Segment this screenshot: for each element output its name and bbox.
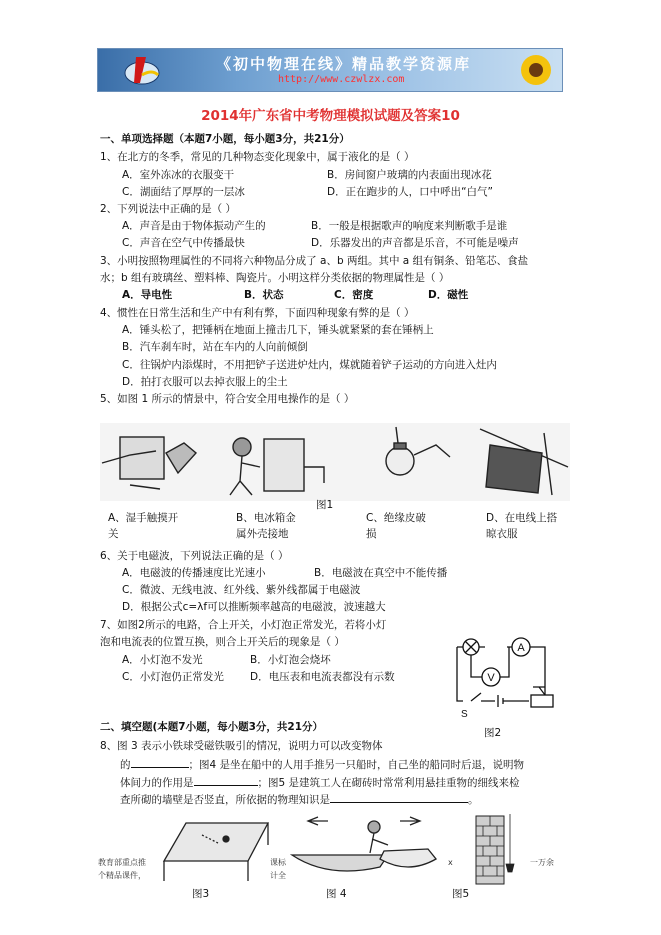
figure-2-label: 图2: [484, 727, 502, 739]
q2-option-b: B．一般是根据歌声的响度来判断歌手是谁: [311, 220, 508, 232]
voltmeter-symbol: V: [487, 672, 495, 684]
q5-option-a: A、湿手触摸开: [108, 512, 179, 524]
figure-4-label: 图 4: [326, 888, 347, 900]
watermark-left-2: 个精品课件，: [98, 871, 146, 880]
site-url[interactable]: http://www.czwlzx.com: [278, 74, 405, 85]
site-name: 《初中物理在线》精品教学资源库: [216, 55, 472, 73]
q7-line1: 7、如图2所示的电路，合上开关，小灯泡正常发光，若将小灯: [100, 619, 387, 631]
q7-option-b: B．小灯泡会烧坏: [250, 654, 331, 666]
q5-option-d-cont: 晾衣服: [486, 528, 518, 540]
q1-option-d: D．正在跑步的人，口中呼出“白气”: [327, 186, 493, 198]
q4-option-a: A．锤头松了，把锤柄在地面上撞击几下，锤头就紧紧的套在锤柄上: [122, 324, 434, 336]
q3-option-d: D．磁性: [428, 289, 469, 301]
q8-line1: 8、图 3 表示小铁球受磁铁吸引的情况，说明力可以改变物体: [100, 740, 383, 752]
q3-line2: 水；b 组有玻璃丝、塑料棒、陶瓷片。小明这样分类依据的物理属性是（ ）: [100, 272, 450, 284]
q8-line3-start: 体间力的作用是: [120, 777, 194, 789]
q1-stem: 1、在北方的冬季，常见的几种物态变化现象中，属于液化的是（ ）: [100, 151, 415, 163]
q8-line2-start: 的: [120, 759, 131, 771]
watermark-mid-2: 计全: [270, 871, 286, 880]
q2-option-a: A．声音是由于物体振动产生的: [122, 220, 266, 232]
q8-line4-end: 。: [468, 794, 479, 806]
section2-heading: 二、填空题(本题7小题，每小题3分，共21分）: [100, 721, 324, 733]
q3-option-a: A．导电性: [122, 289, 173, 301]
lamp-symbol: [463, 639, 479, 655]
watermark-right-2: 一万余: [530, 858, 554, 867]
q7-option-a: A．小灯泡不发光: [122, 654, 203, 666]
q8-blank-2[interactable]: [194, 774, 258, 786]
q6-option-b: B．电磁波在真空中不能传播: [314, 567, 448, 579]
q5-option-c-cont: 损: [366, 528, 377, 540]
q1-option-a: A．室外冻冰的衣服变干: [122, 169, 235, 181]
q4-stem: 4、惯性在日常生活和生产中有利有弊，下面四种现象有弊的是（ ）: [100, 307, 415, 319]
q5-option-b: B、电冰箱金: [236, 512, 296, 524]
page-title: 2014年广东省中考物理模拟试题及答案10: [201, 108, 460, 124]
q3-option-c: C．密度: [334, 289, 374, 301]
q4-option-d: D．拍打衣服可以去掉衣服上的尘土: [122, 376, 288, 388]
q5-option-a-cont: 关: [108, 528, 119, 540]
site-logo-icon: [122, 53, 162, 87]
q6-stem: 6、关于电磁波，下列说法正确的是（ ）: [100, 550, 289, 562]
header-banner: [97, 48, 563, 92]
figure-5-brick-wall: [470, 812, 526, 888]
q5-option-b-cont: 属外壳接地: [236, 528, 289, 540]
q3-line1: 3、小明按照物理属性的不同将六种物品分成了 a、b 两组。其中 a 组有铜条、铅笔芯、食盐: [100, 255, 529, 267]
q2-stem: 2、下列说法中正确的是（ ）: [100, 203, 237, 215]
q8-line3-end: ；图5 是建筑工人在砌砖时常常利用悬挂重物的细线来检: [257, 777, 520, 789]
rheostat-symbol: [531, 695, 553, 707]
q1-option-c: C．湖面结了厚厚的一层冰: [122, 186, 245, 198]
q8-blank-3[interactable]: [330, 791, 468, 803]
figure-3-label: 图3: [192, 888, 210, 900]
q6-option-a: A．电磁波的传播速度比光速小: [122, 567, 266, 579]
q8-line2-end: ；图4 是坐在船中的人用手推另一只船时，自己坐的船同时后退，说明物: [188, 759, 525, 771]
q5-option-d: D、在电线上搭: [486, 512, 558, 524]
switch-symbol: S: [461, 709, 468, 720]
q6-option-c: C．微波、无线电波、红外线、紫外线都属于电磁波: [122, 584, 361, 596]
figure-2-circuit: [435, 625, 565, 725]
q6-option-d: D．根据公式c=λf可以推断频率越高的电磁波，波速越大: [122, 601, 386, 613]
q8-line4-start: 查所砌的墙壁是否竖直，所依据的物理知识是: [120, 794, 330, 806]
q4-option-c: C．往锅炉内添煤时，不用把铲子送进炉灶内，煤就随着铲子运动的方向进入灶内: [122, 359, 497, 371]
q5-stem: 5、如图 1 所示的情景中，符合安全用电操作的是（ ）: [100, 393, 355, 405]
q7-option-d: D．电压表和电流表都没有示数: [250, 671, 395, 683]
q7-option-c: C．小灯泡仍正常发光: [122, 671, 224, 683]
watermark-right: x: [448, 858, 453, 867]
q2-option-d: D．乐器发出的声音都是乐音，不可能是噪声: [311, 237, 519, 249]
q4-option-b: B．汽车刹车时，站在车内的人向前倾倒: [122, 341, 308, 353]
q3-option-b: B．状态: [244, 289, 284, 301]
figure-1-label: 图1: [316, 499, 334, 511]
q1-option-b: B．房间窗户玻璃的内表面出现冰花: [327, 169, 492, 181]
figure-1: [100, 423, 570, 501]
q5-option-c: C、绝缘皮破: [366, 512, 426, 524]
q8-blank-1[interactable]: [131, 756, 189, 768]
section1-heading: 一、单项选择题（本题7小题，每小题3分，共21分）: [100, 133, 350, 145]
q7-line2: 泡和电流表的位置互换，则合上开关后的现象是（ ）: [100, 636, 345, 648]
watermark-mid: 课标: [270, 858, 286, 867]
q2-option-c: C．声音在空气中传播最快: [122, 237, 245, 249]
figure-4-boats: [288, 815, 438, 883]
figure-3-magnet-table: [156, 815, 276, 885]
sunflower-icon: [516, 51, 556, 89]
watermark-left: 教育部重点推: [98, 858, 146, 867]
figure-5-label: 图5: [452, 888, 470, 900]
ammeter-symbol: A: [517, 642, 525, 654]
